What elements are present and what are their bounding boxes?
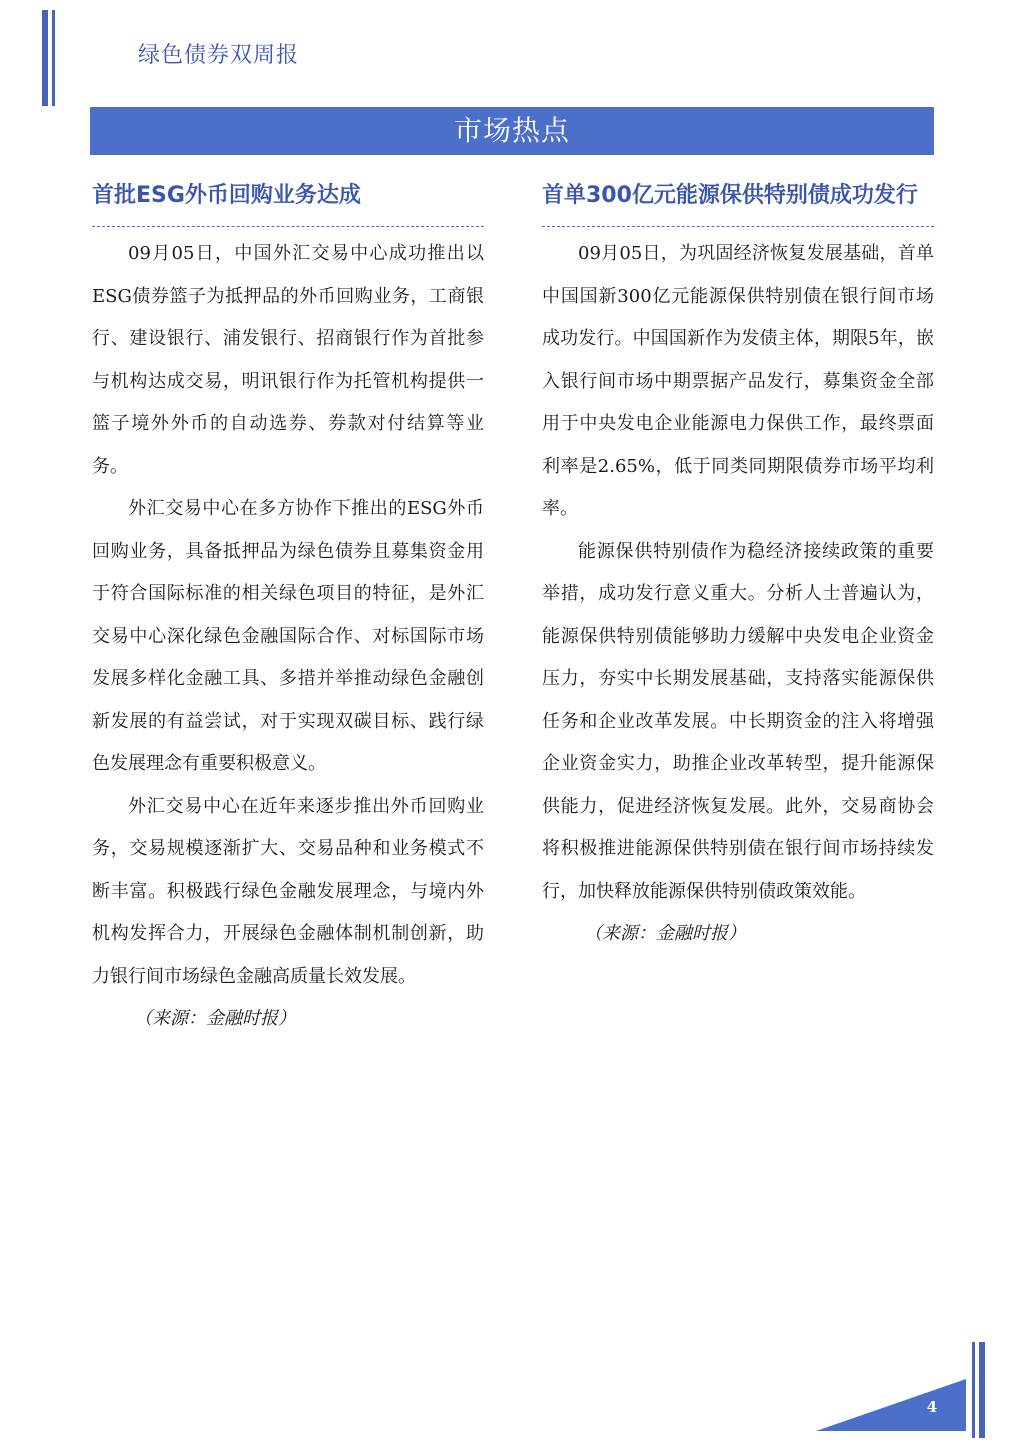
footer-decor-bar-1 — [972, 1342, 975, 1438]
left-paragraph: 外汇交易中心在近年来逐步推出外币回购业务，交易规模逐渐扩大、交易品种和业务模式不断丰富。积极践行绿色金融发展理念，与境内外机构发挥合力，开展绿色金融体制机制创新，助力银行间市场绿色金融高质量长效发展。 — [92, 795, 484, 987]
left-paragraph: 外汇交易中心在多方协作下推出的ESG外币回购业务，具备抵押品为绿色债券且募集资金用于符合国际标准的相关绿色项目的特征，是外汇交易中心深化绿色金融国际合作、对标国际市场发展多样化金融工具、多措并举推动绿色金融创新发展的有益尝试，对于实现双碳目标、践行绿色发展理念有重要积极意义。 — [92, 498, 484, 774]
left-paragraph: 09月05日，中国外汇交易中心成功推出以ESG债券篮子为抵押品的外币回购业务，工商银行、建设银行、浦发银行、招商银行作为首批参与机构达成交易，明讯银行作为托管机构提供一篮子境外外币的自动选券、券款对付结算等业务。 — [92, 243, 484, 477]
footer-decor-bar-2 — [979, 1342, 985, 1438]
footer-triangle-decor — [816, 1379, 966, 1431]
section-banner: 市场热点 — [90, 107, 934, 155]
left-article-title: 首批ESG外币回购业务达成 — [92, 170, 484, 227]
left-article-body — [92, 233, 484, 1041]
right-article-body — [542, 233, 934, 956]
left-article — [92, 170, 484, 1041]
right-article-source: （来源：金融时报） — [584, 923, 746, 944]
page-number: 4 — [926, 1398, 938, 1416]
right-article-title: 首单300亿元能源保供特别债成功发行 — [542, 170, 934, 227]
left-article-source: （来源：金融时报） — [134, 1008, 296, 1029]
right-paragraph: 能源保供特别债作为稳经济接续政策的重要举措，成功发行意义重大。分析人士普遍认为，能源保供特别债能够助力缓解中央发电企业资金压力，夯实中长期发展基础，支持落实能源保供任务和企业改革发展。中长期资金的注入将增强企业资金实力，助推企业改革转型，提升能源保供能力，促进经济恢复发展。此外，交易商协会将积极推进能源保供特别债在银行间市场持续发行，加快释放能源保供特别债政策效能。 — [542, 540, 934, 902]
header-decor-bar-2 — [52, 10, 55, 106]
right-paragraph: 09月05日，为巩固经济恢复发展基础，首单中国国新300亿元能源保供特别债在银行间市场成功发行。中国国新作为发债主体，期限5年，嵌入银行间市场中期票据产品发行，募集资金全部用于中央发电企业能源电力保供工作，最终票面利率是2.65%，低于同类同期限债券市场平均利率。 — [542, 243, 934, 519]
right-article — [542, 170, 934, 956]
report-title: 绿色债券双周报 — [138, 43, 300, 68]
header-decor-bar-1 — [42, 10, 48, 106]
